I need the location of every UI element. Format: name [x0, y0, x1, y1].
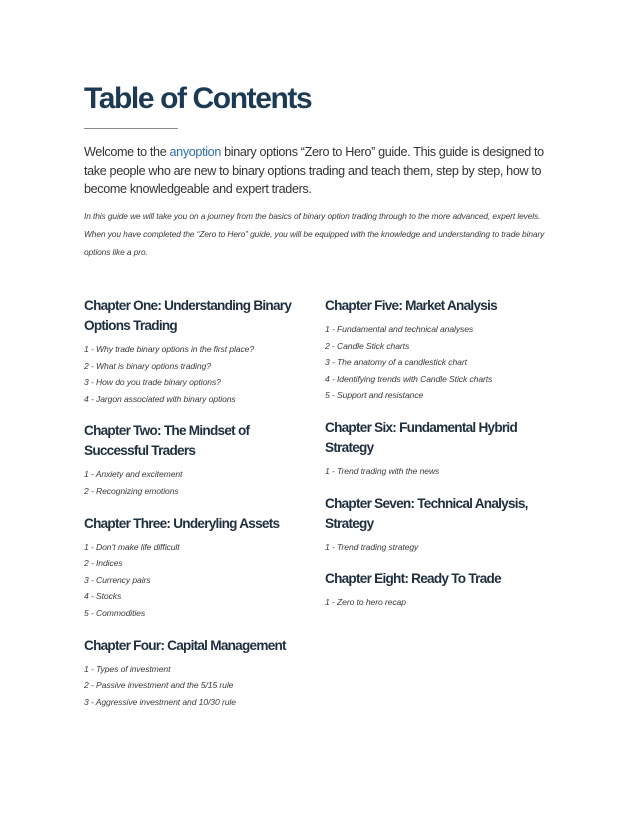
brand-link[interactable]: anyoption: [169, 145, 221, 159]
list-item[interactable]: 4 - Jargon associated with binary options: [84, 393, 236, 404]
chapter-six: [325, 418, 561, 480]
chapter-title[interactable]: Chapter Five: Market Analysis: [325, 298, 497, 313]
list-item[interactable]: 2 - Passive investment and the 5/15 rule: [84, 680, 234, 691]
chapter-title[interactable]: Chapter Two: The Mindset of Successful Traders: [84, 423, 250, 459]
list-item[interactable]: 1 - Fundamental and technical analyses: [325, 324, 474, 334]
chapter-two: [84, 421, 316, 499]
list-item[interactable]: 3 - Currency pairs: [84, 574, 151, 585]
toc-left-column: [84, 296, 316, 710]
chapter-title[interactable]: Chapter Six: Fundamental Hybrid Strategy: [325, 419, 518, 455]
chapter-three: [84, 514, 316, 622]
list-item[interactable]: 1 - Zero to hero recap: [325, 597, 406, 608]
chapter-title[interactable]: Chapter Eight: Ready To Trade: [325, 571, 501, 587]
list-item[interactable]: 5 - Commodities: [84, 607, 146, 618]
chapter-items: [325, 463, 561, 480]
chapter-items: [325, 321, 561, 404]
spacer: [325, 555, 561, 569]
chapter-title[interactable]: Chapter Seven: Technical Analysis, Strategy: [325, 495, 528, 531]
intro-italic-paragraph: In this guide we will take you on a journey from the basics of binary option trading through to the more advanced, expert levels. When you have completed the “Zero to Hero” guide, you will be equipped with the knowledge and understanding to trade binary options like a pro.: [84, 211, 545, 257]
chapter-seven: [325, 494, 561, 556]
chapter-one: [84, 296, 316, 407]
list-item[interactable]: 2 - Recognizing emotions: [84, 485, 179, 496]
list-item[interactable]: 1 - Types of investment: [84, 663, 171, 674]
chapter-title[interactable]: Chapter Four: Capital Management: [84, 637, 286, 653]
list-item[interactable]: 1 - Don’t make life difficult: [84, 541, 180, 552]
list-item[interactable]: 4 - Identifying trends with Candle Stick charts: [325, 373, 493, 384]
intro-text-before: Welcome to the: [84, 145, 170, 159]
spacer: [325, 404, 561, 418]
list-item[interactable]: 3 - The anatomy of a candlestick chart: [325, 357, 467, 368]
list-item[interactable]: 1 - Why trade binary options in the first place?: [84, 344, 255, 354]
intro-paragraph: [84, 143, 554, 199]
list-item[interactable]: 5 - Support and resistance: [325, 390, 424, 401]
list-item[interactable]: 2 - What is binary options trading?: [84, 360, 211, 371]
chapter-title[interactable]: Chapter Three: Underyling Assets: [84, 515, 280, 531]
chapter-title[interactable]: Chapter One: Understanding Binary Options Trading: [84, 298, 292, 333]
chapter-items: [84, 661, 316, 711]
list-item[interactable]: 4 - Stocks: [84, 591, 122, 602]
page-title: Table of Contents: [84, 82, 312, 115]
chapter-items: [84, 539, 316, 622]
list-item[interactable]: 2 - Candle Stick charts: [325, 340, 410, 351]
list-item[interactable]: 3 - Aggressive investment and 10/30 rule: [84, 696, 236, 707]
chapter-items: [84, 466, 316, 499]
spacer: [325, 480, 561, 494]
spacer: [84, 622, 316, 636]
chapter-items: [325, 539, 561, 556]
spacer: [84, 407, 316, 421]
chapter-eight: [325, 569, 561, 611]
spacer: [84, 500, 316, 514]
list-item[interactable]: 2 - Indices: [84, 558, 123, 569]
list-item[interactable]: 1 - Trend trading with the news: [325, 465, 440, 476]
chapter-five: [325, 296, 561, 404]
list-item[interactable]: 1 - Anxiety and excitement: [84, 469, 183, 480]
chapter-items: [84, 341, 316, 407]
chapter-four: [84, 636, 316, 711]
title-underline: [84, 128, 178, 129]
intro-text-after: binary options “Zero to Hero” guide. This guide is designed to take people who are new to binary options trading and teach them, step by step, how to become knowledgeable and expert traders.: [84, 145, 544, 196]
chapter-items: [325, 594, 561, 611]
toc-right-column: [325, 296, 561, 611]
list-item[interactable]: 3 - How do you trade binary options?: [84, 377, 221, 388]
list-item[interactable]: 1 - Trend trading strategy: [325, 541, 419, 552]
